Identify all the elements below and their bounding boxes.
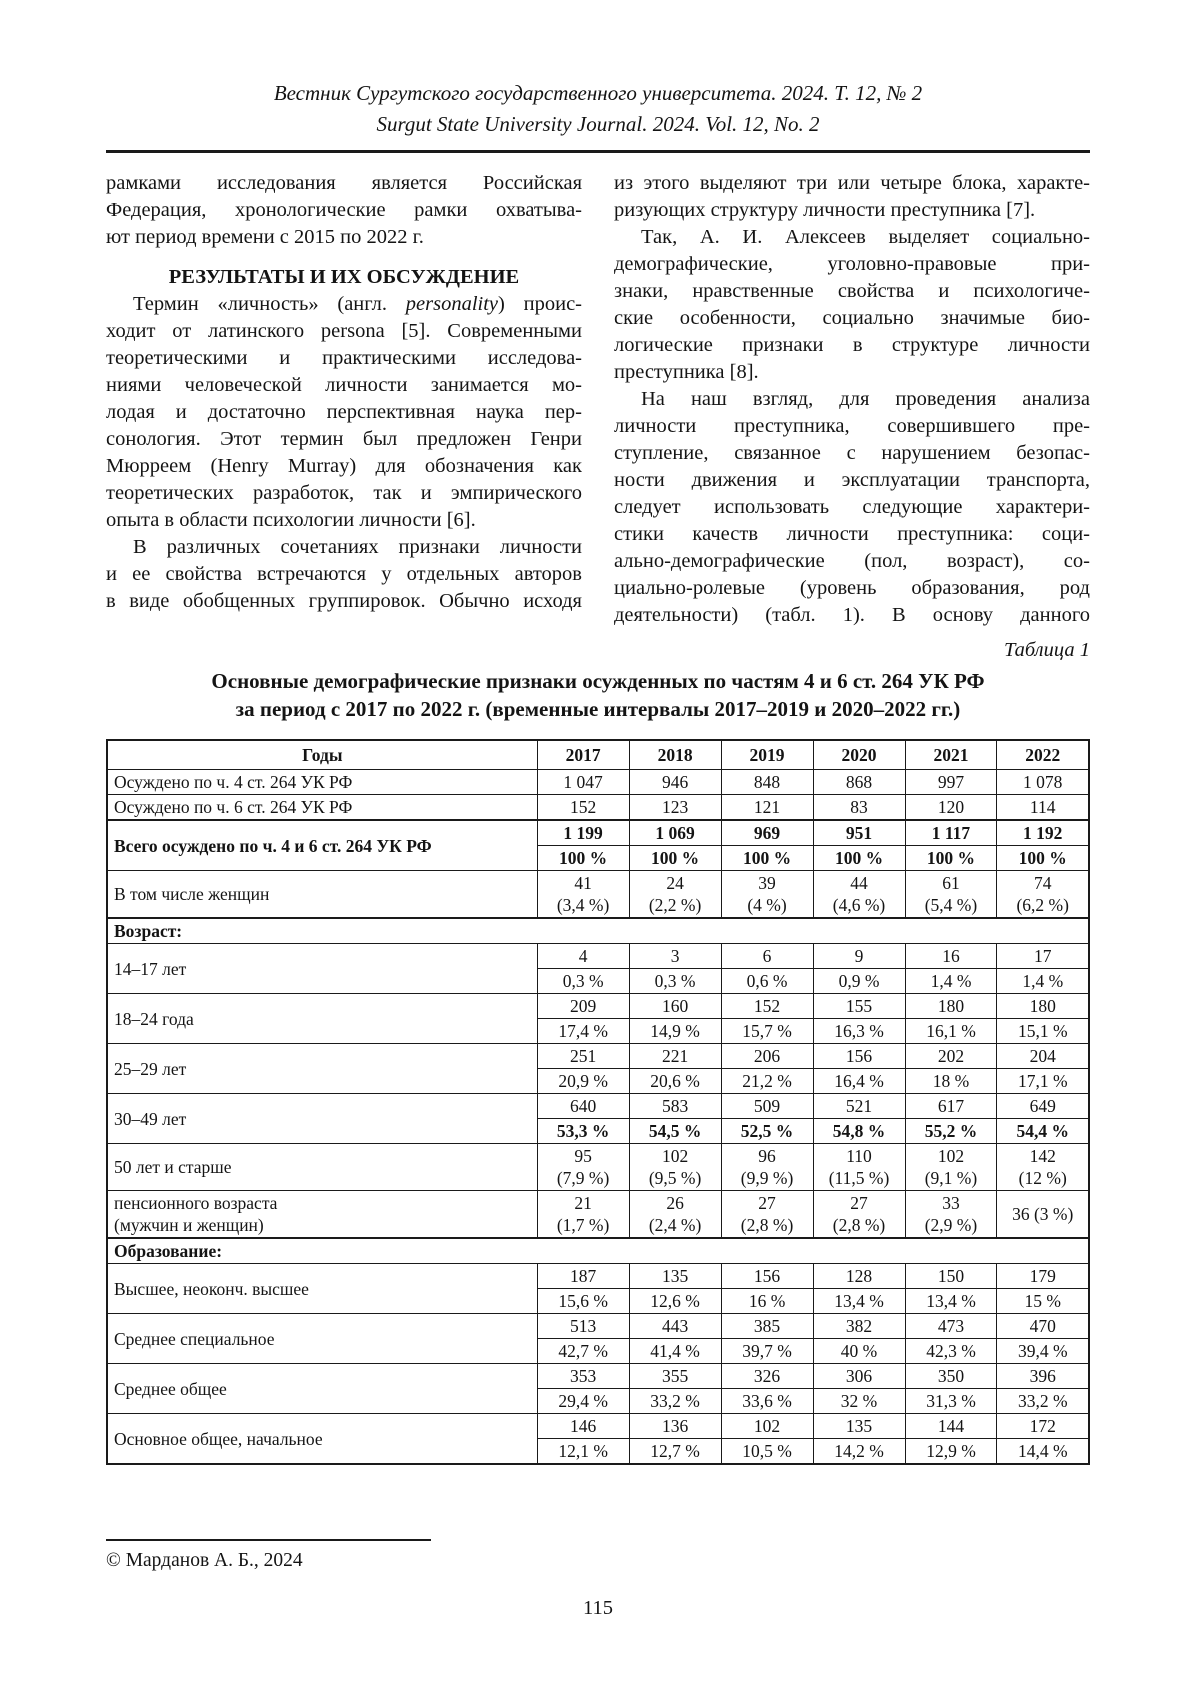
- table-cell: [537, 1191, 629, 1239]
- text-line: в виде обобщенных группировок. Обычно исходя: [106, 590, 582, 612]
- table-cell: 121: [721, 795, 813, 821]
- table-cell: 12,7 %: [629, 1439, 721, 1465]
- table-row: [107, 1264, 1089, 1289]
- text-line: Федерация, хронологические рамки охватыва-: [106, 199, 582, 221]
- table-cell: 54,5 %: [629, 1119, 721, 1144]
- table-cell: 206: [721, 1044, 813, 1069]
- table-cell: 152: [537, 795, 629, 821]
- table-cell: 100 %: [813, 846, 905, 871]
- table-cell: 353: [537, 1364, 629, 1389]
- table-cell: 969: [721, 820, 813, 846]
- cell-line: 96: [758, 1146, 776, 1166]
- table-cell: [997, 1144, 1089, 1191]
- table-cell: 10,5 %: [721, 1439, 813, 1465]
- table-cell: 12,6 %: [629, 1289, 721, 1314]
- table-cell: 16,3 %: [813, 1019, 905, 1044]
- table-cell: 17,1 %: [997, 1069, 1089, 1094]
- cell-line: 74: [1033, 873, 1052, 893]
- table-cell: [813, 1144, 905, 1191]
- table-cell: 36 (3 %): [997, 1191, 1089, 1239]
- table-cell: 17,4 %: [537, 1019, 629, 1044]
- table-cell: 123: [629, 795, 721, 821]
- text-line: ют период времени с 2015 по 2022 г.: [106, 226, 424, 248]
- table-row: [107, 944, 1089, 969]
- table-cell: 355: [629, 1364, 721, 1389]
- table-cell: 100 %: [997, 846, 1089, 871]
- table-cell: 16 %: [721, 1289, 813, 1314]
- row-label-cell: Осуждено по ч. 4 ст. 264 УК РФ: [107, 770, 537, 795]
- table-cell: 155: [813, 994, 905, 1019]
- text-line: ступление, связанное с нарушением безопас-: [614, 442, 1090, 464]
- table-cell: [813, 1191, 905, 1239]
- table-cell: 0,3 %: [629, 969, 721, 994]
- table-cell: 1 199: [537, 820, 629, 846]
- table-cell: 1 117: [905, 820, 997, 846]
- header-cell: 2022: [997, 740, 1089, 770]
- cell-line: 44: [850, 873, 868, 893]
- row-label-cell: Всего осуждено по ч. 4 и 6 ст. 264 УК РФ: [107, 820, 537, 871]
- table-cell: 135: [629, 1264, 721, 1289]
- table-cell: 473: [905, 1314, 997, 1339]
- table-header-row: [107, 740, 1089, 770]
- header-cell: 2017: [537, 740, 629, 770]
- table-cell: 14,4 %: [997, 1439, 1089, 1465]
- page-number: 115: [583, 1597, 613, 1619]
- table-cell: 15,6 %: [537, 1289, 629, 1314]
- table-cell: 16,4 %: [813, 1069, 905, 1094]
- table-cell: 42,3 %: [905, 1339, 997, 1364]
- text-line: В различных сочетаниях признаки личности: [133, 536, 582, 558]
- table-cell: 100 %: [629, 846, 721, 871]
- row-label-cell: Среднее общее: [107, 1364, 537, 1414]
- row-label-cell: Осуждено по ч. 6 ст. 264 УК РФ: [107, 795, 537, 821]
- table-cell: 156: [813, 1044, 905, 1069]
- table-cell: [629, 1144, 721, 1191]
- table-caption-line1: Основные демографические признаки осужденных по частям 4 и 6 ст. 264 УК РФ: [211, 669, 985, 693]
- body-text: [106, 170, 1090, 629]
- table-cell: 20,9 %: [537, 1069, 629, 1094]
- table-cell: 396: [997, 1364, 1089, 1389]
- table-cell: 12,9 %: [905, 1439, 997, 1465]
- table-cell: 54,8 %: [813, 1119, 905, 1144]
- text-line: ниями человеческой личности занимается мо-: [106, 374, 582, 396]
- table-cell: 150: [905, 1264, 997, 1289]
- table-cell: 41,4 %: [629, 1339, 721, 1364]
- section-heading: РЕЗУЛЬТАТЫ И ИХ ОБСУЖДЕНИЕ: [168, 266, 520, 288]
- cell-line: (6,2 %): [1016, 895, 1069, 915]
- row-label-cell: 25–29 лет: [107, 1044, 537, 1094]
- table-cell: 946: [629, 770, 721, 795]
- text-line: демографические, уголовно-правовые при-: [614, 253, 1090, 275]
- text-line: теоретическими и практическими исследова-: [106, 347, 582, 369]
- table-cell: 326: [721, 1364, 813, 1389]
- table-row: [107, 1094, 1089, 1119]
- table-cell: 306: [813, 1364, 905, 1389]
- cell-line: (2,9 %): [924, 1215, 978, 1235]
- cell-line: (9,1 %): [924, 1168, 978, 1188]
- cell-line: 61: [942, 873, 960, 893]
- table-cell: 382: [813, 1314, 905, 1339]
- table-row: [107, 1191, 1089, 1239]
- table-cell: 33,2 %: [629, 1389, 721, 1414]
- text-line: На наш взгляд, для проведения анализа: [641, 388, 1090, 410]
- table-cell: 42,7 %: [537, 1339, 629, 1364]
- table-cell: 39,7 %: [721, 1339, 813, 1364]
- text-line: ские особенности, социально значимые био-: [614, 307, 1090, 329]
- text-line: ризующих структуру личности преступника [7].: [614, 199, 1036, 221]
- table-cell: 55,2 %: [905, 1119, 997, 1144]
- table-cell: 1 047: [537, 770, 629, 795]
- table-cell: 1 078: [997, 770, 1089, 795]
- table-caption: [106, 667, 1090, 723]
- table-cell: 15,7 %: [721, 1019, 813, 1044]
- cell-line: (2,8 %): [740, 1215, 794, 1235]
- text-line: и ее свойства встречаются у отдельных авторов: [106, 563, 582, 585]
- text-line: логические признаки в структуре личности: [614, 334, 1090, 356]
- table-cell: 649: [997, 1094, 1089, 1119]
- table-cell: 1 069: [629, 820, 721, 846]
- section-label-cell: Возраст:: [107, 918, 1089, 944]
- table-cell: 136: [629, 1414, 721, 1439]
- table-cell: 13,4 %: [905, 1289, 997, 1314]
- cell-line: 27: [758, 1193, 776, 1213]
- header-cell: 2021: [905, 740, 997, 770]
- cell-line: 142: [1029, 1146, 1056, 1166]
- text-line: следует использовать следующие характери-: [614, 496, 1090, 518]
- table-cell: [721, 1144, 813, 1191]
- table-cell: 180: [905, 994, 997, 1019]
- table-cell: 156: [721, 1264, 813, 1289]
- table-cell: 100 %: [537, 846, 629, 871]
- table-cell: [905, 1191, 997, 1239]
- table-cell: 16: [905, 944, 997, 969]
- table-cell: 18 %: [905, 1069, 997, 1094]
- cell-line: (2,2 %): [648, 895, 702, 915]
- cell-line: 33: [942, 1193, 960, 1213]
- text-line: рамками исследования является Российская: [106, 172, 582, 194]
- table-caption-line2: за период с 2017 по 2022 г. (временные интервалы 2017–2019 и 2020–2022 гг.): [235, 697, 961, 721]
- table-row: [107, 871, 1089, 919]
- table-cell: 40 %: [813, 1339, 905, 1364]
- table-cell: 100 %: [721, 846, 813, 871]
- table-cell: 617: [905, 1094, 997, 1119]
- table-cell: 470: [997, 1314, 1089, 1339]
- cell-line: (2,8 %): [832, 1215, 886, 1235]
- table-cell: 251: [537, 1044, 629, 1069]
- text-line: циально-ролевые (уровень образования, род: [614, 577, 1090, 599]
- row-label-cell: 14–17 лет: [107, 944, 537, 994]
- cell-line: (7,9 %): [556, 1168, 610, 1188]
- table-cell: 1 192: [997, 820, 1089, 846]
- table-cell: 1,4 %: [997, 969, 1089, 994]
- cell-line: (4 %): [747, 895, 787, 915]
- text-line: Так, А. И. Алексеев выделяет социально-: [641, 226, 1090, 248]
- text-line: из этого выделяют три или четыре блока, характе-: [614, 172, 1090, 194]
- table-cell: 53,3 %: [537, 1119, 629, 1144]
- right-column: [614, 170, 1090, 629]
- cell-line: 95: [574, 1146, 592, 1166]
- table-row: [107, 770, 1089, 795]
- row-label-cell: пенсионного возраста (мужчин и женщин): [107, 1191, 537, 1239]
- footnote-rule: [106, 1539, 431, 1541]
- table-row: [107, 1364, 1089, 1389]
- text-line: знаки, нравственные свойства и психологиче-: [614, 280, 1090, 302]
- table-cell: [629, 1191, 721, 1239]
- table-cell: [813, 871, 905, 919]
- table-cell: 209: [537, 994, 629, 1019]
- table-cell: 31,3 %: [905, 1389, 997, 1414]
- table-cell: 3: [629, 944, 721, 969]
- table-cell: 16,1 %: [905, 1019, 997, 1044]
- table-cell: 15 %: [997, 1289, 1089, 1314]
- table-cell: 15,1 %: [997, 1019, 1089, 1044]
- copyright-note: © Марданов А. Б., 2024: [106, 1550, 303, 1571]
- cell-line: 102: [937, 1146, 965, 1166]
- cell-line: (12 %): [1018, 1168, 1067, 1188]
- cell-line: 24: [666, 873, 684, 893]
- table-cell: 114: [997, 795, 1089, 821]
- table-cell: 513: [537, 1314, 629, 1339]
- journal-title-en: Surgut State University Journal. 2024. Vol. 12, No. 2: [376, 112, 820, 136]
- table-row: [107, 1144, 1089, 1191]
- header-cell: 2019: [721, 740, 813, 770]
- table-cell: 144: [905, 1414, 997, 1439]
- table-cell: 102: [721, 1414, 813, 1439]
- table-cell: 146: [537, 1414, 629, 1439]
- row-label-cell: 18–24 года: [107, 994, 537, 1044]
- table-row: [107, 795, 1089, 821]
- table-cell: 180: [997, 994, 1089, 1019]
- row-label-cell: В том числе женщин: [107, 871, 537, 919]
- table-cell: 0,9 %: [813, 969, 905, 994]
- cell-line: (3,4 %): [556, 895, 610, 915]
- table-cell: 14,2 %: [813, 1439, 905, 1465]
- table-cell: [905, 871, 997, 919]
- table-cell: 14,9 %: [629, 1019, 721, 1044]
- text-line: стики качеств личности преступника: соци-: [614, 523, 1090, 545]
- table-cell: [997, 871, 1089, 919]
- table-cell: 135: [813, 1414, 905, 1439]
- table-cell: 39,4 %: [997, 1339, 1089, 1364]
- text-line: лодая и достаточно перспективная наука пер-: [106, 401, 582, 423]
- table-cell: 160: [629, 994, 721, 1019]
- cell-line: (9,9 %): [740, 1168, 794, 1188]
- cell-line: 21: [574, 1193, 592, 1213]
- text-line: личности преступника, совершившего пре-: [614, 415, 1090, 437]
- table-cell: 583: [629, 1094, 721, 1119]
- demographics-table: [106, 739, 1090, 1465]
- header-cell: 2020: [813, 740, 905, 770]
- table-cell: 951: [813, 820, 905, 846]
- table-cell: [905, 1144, 997, 1191]
- table-cell: 187: [537, 1264, 629, 1289]
- cell-line: (9,5 %): [648, 1168, 702, 1188]
- table-cell: 443: [629, 1314, 721, 1339]
- cell-line: 102: [661, 1146, 689, 1166]
- cell-line: 110: [846, 1146, 872, 1166]
- table-cell: 868: [813, 770, 905, 795]
- table-cell: 509: [721, 1094, 813, 1119]
- row-label-cell: Среднее специальное: [107, 1314, 537, 1364]
- table-cell: 152: [721, 994, 813, 1019]
- header-cell: Годы: [107, 740, 537, 770]
- table-cell: 0,6 %: [721, 969, 813, 994]
- table-section-row: [107, 1238, 1089, 1264]
- row-label-cell: 50 лет и старше: [107, 1144, 537, 1191]
- text-line: сонология. Этот термин был предложен Генри: [106, 428, 582, 450]
- text-line: ности движения и эксплуатации транспорта,: [614, 469, 1090, 491]
- table-cell: 6: [721, 944, 813, 969]
- header-cell: 2018: [629, 740, 721, 770]
- text-line: Мюрреем (Henry Murray) для обозначения как: [106, 455, 582, 477]
- cell-line: (4,6 %): [832, 895, 886, 915]
- table-cell: 128: [813, 1264, 905, 1289]
- table-cell: 33,2 %: [997, 1389, 1089, 1414]
- section-label-cell: Образование:: [107, 1238, 1089, 1264]
- journal-title-ru: Вестник Сургутского государственного университета. 2024. Т. 12, № 2: [273, 81, 923, 105]
- table-cell: 204: [997, 1044, 1089, 1069]
- table-cell: [629, 871, 721, 919]
- table-cell: 997: [905, 770, 997, 795]
- left-column: [106, 170, 582, 629]
- cell-line: (11,5 %): [828, 1168, 890, 1188]
- table-cell: 350: [905, 1364, 997, 1389]
- table-cell: 172: [997, 1414, 1089, 1439]
- cell-line: 39: [758, 873, 776, 893]
- table-cell: 1,4 %: [905, 969, 997, 994]
- table-cell: 17: [997, 944, 1089, 969]
- journal-header: [106, 78, 1090, 140]
- cell-line: 27: [850, 1193, 868, 1213]
- table-cell: 13,4 %: [813, 1289, 905, 1314]
- text-line: деятельности) (табл. 1). В основу данного: [614, 604, 1090, 626]
- table-cell: 54,4 %: [997, 1119, 1089, 1144]
- row-label-cell: Высшее, неоконч. высшее: [107, 1264, 537, 1314]
- table-row: [107, 1044, 1089, 1069]
- text-line: теоретических разработок, так и эмпирического: [106, 482, 582, 504]
- text-line: опыта в области психологии личности [6].: [106, 509, 476, 531]
- table-cell: 848: [721, 770, 813, 795]
- table-cell: 179: [997, 1264, 1089, 1289]
- cell-line: (1,7 %): [556, 1215, 610, 1235]
- text-line: ально-демографические (пол, возраст), со-: [614, 550, 1090, 572]
- table-cell: 521: [813, 1094, 905, 1119]
- text-line: Термин «личность» (англ. personality) проис-: [133, 293, 582, 315]
- table-cell: 32 %: [813, 1389, 905, 1414]
- table-cell: 83: [813, 795, 905, 821]
- table-cell: 33,6 %: [721, 1389, 813, 1414]
- table-row: [107, 1314, 1089, 1339]
- row-label-cell: Основное общее, начальное: [107, 1414, 537, 1465]
- table-cell: 20,6 %: [629, 1069, 721, 1094]
- table-cell: 385: [721, 1314, 813, 1339]
- table-cell: 12,1 %: [537, 1439, 629, 1465]
- table-number-label: Таблица 1: [1003, 639, 1090, 661]
- table-cell: 202: [905, 1044, 997, 1069]
- cell-line: 41: [574, 873, 592, 893]
- table-cell: 4: [537, 944, 629, 969]
- table-cell: [537, 1144, 629, 1191]
- row-label-cell: 30–49 лет: [107, 1094, 537, 1144]
- table-cell: 21,2 %: [721, 1069, 813, 1094]
- table-cell: 52,5 %: [721, 1119, 813, 1144]
- header-rule: [106, 150, 1090, 153]
- table-cell: 120: [905, 795, 997, 821]
- text-line: ходит от латинского persona [5]. Современными: [106, 320, 582, 342]
- text-line: преступника [8].: [614, 361, 759, 383]
- table-cell: 100 %: [905, 846, 997, 871]
- table-cell: [537, 871, 629, 919]
- table-row: [107, 820, 1089, 846]
- table-cell: [721, 871, 813, 919]
- table-cell: 0,3 %: [537, 969, 629, 994]
- table-row: [107, 1414, 1089, 1439]
- cell-line: (5,4 %): [924, 895, 978, 915]
- table-cell: 640: [537, 1094, 629, 1119]
- table-cell: [721, 1191, 813, 1239]
- table-section-row: [107, 918, 1089, 944]
- table-cell: 221: [629, 1044, 721, 1069]
- demographics-table-body: [107, 740, 1089, 1464]
- cell-line: (2,4 %): [648, 1215, 702, 1235]
- cell-line: 26: [666, 1193, 684, 1213]
- table-row: [107, 994, 1089, 1019]
- table-cell: 29,4 %: [537, 1389, 629, 1414]
- table-cell: 9: [813, 944, 905, 969]
